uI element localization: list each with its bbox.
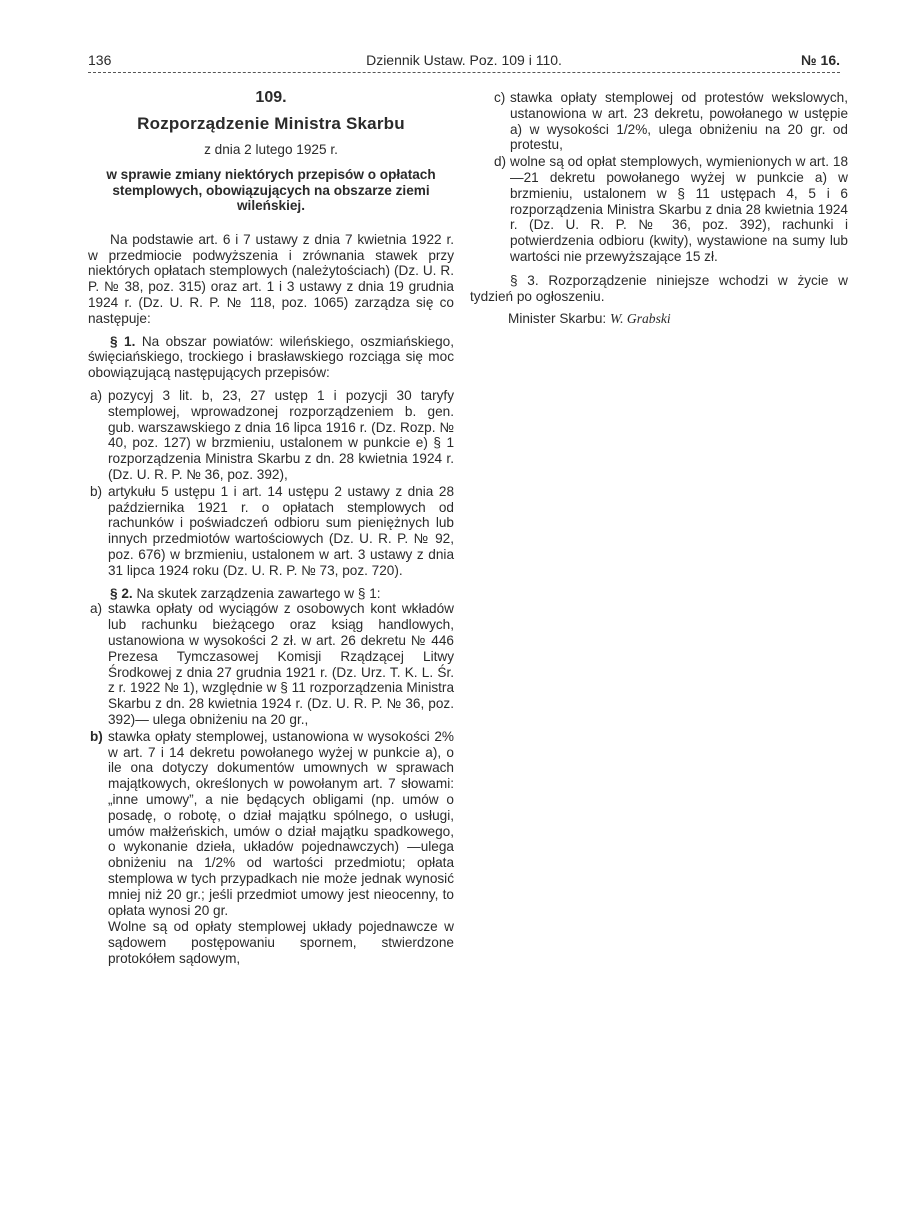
list-item-label: a): [90, 601, 103, 617]
header-divider: [88, 72, 840, 73]
section-1-text: Na obszar powiatów: wileńskiego, oszmiańskiego, święciańskiego, trockiego i brasławskiego rozciąga się moc obowiązującą następujących przepisów:: [88, 333, 454, 381]
list-item-label: d): [494, 154, 507, 170]
page-header: [88, 52, 840, 74]
list-item-text: stawka opłaty stemplowej, ustanowiona w wysokości 2% w art. 7 i 14 dekretu powołanego wyżej w punkcie a), o ile ona dotyczy dokumentów umownych w sprawach majątkowych, określonych w powołanym art. 7 słowami: „inne umowy”, a nie będących obligami (np. umów o posadę, o robotę, o dział majątku spólnego, o usługi, umów małżeńskich, umów o dział majątku spadkowego, o wykonanie dzieła, układów pojednawczych) —ulega obniżeniu na 1/2% od wartości przedmiotu; opłata stemplowa w tych przypadkach nie może jednak wynosić mniej niż 20 gr.; jeśli przedmiot umowy jest nieocenny, to opłata wynosi 20 gr.: [108, 728, 454, 918]
act-number: 109.: [255, 89, 287, 106]
list-item-label: b): [90, 483, 103, 499]
list-item: [88, 388, 454, 483]
list-item: [88, 729, 454, 919]
act-subject: w sprawie zmiany niektórych przepisów o opłatach stemplowych, obowiązujących na obszarze ziemi wileńskiej.: [106, 167, 436, 214]
list-item: [470, 90, 848, 153]
signature-name: W. Grabski: [610, 311, 671, 327]
act-title: Rozporządzenie Ministra Skarbu: [137, 113, 405, 133]
section-3-text: Rozporządzenie niniejsze wchodzi w życie w tydzień po ogłoszeniu.: [470, 272, 848, 304]
section-1: [88, 334, 454, 381]
list-item: [88, 601, 454, 727]
section-2-text: Na skutek zarządzenia zawartego w § 1:: [136, 585, 381, 601]
list-item: [470, 154, 848, 265]
intro-paragraph: Na podstawie art. 6 i 7 ustawy z dnia 7 kwietnia 1922 r. w przedmiocie podwyższenia i zrównania stawek przy niektórych opłatach stemplowych (należytościach) (Dz. U. R. P. № 38, poz. 315) oraz art. 1 i 3 ustawy z dnia 19 grudnia 1924 r. (Dz. U. R. P. № 118, poz. 1065) zarządza się co następuje:: [88, 231, 454, 326]
list-item-text: stawka opłaty od wyciągów z osobowych kont wkładów lub rachunku bieżącego oraz ksiąg handlowych, ustanowiona w wysokości 2 zł. w art. 26 dekretu № 446 Prezesa Tymczasowej Komisji Rządzącej Litwy Środkowej z dnia 27 grudnia 1921 r. (Dz. Urz. T. K. L. Śr. z r. 1922 № 1), względnie w § 11 rozporządzenia Ministra Skarbu z dn. 28 kwietnia 1924 r. (Dz. U. R. P. № 36, poz. 392)— ulega obniżeniu na 20 gr.,: [108, 601, 454, 727]
signature: [470, 311, 848, 327]
list-item-text: artykułu 5 ustępu 1 i art. 14 ustępu 2 ustawy z dnia 28 października 1921 r. o opłatach stemplowych od rachunków i poświadczeń odbioru sum pieniężnych lub innych przedmiotów wartościowych (Dz. U. R. P. № 92, poz. 676) w brzmieniu, ustalonem w art. 3 ustawy z dnia 31 lipca 1924 roku (Dz. U. R. P. № 73, poz. 720).: [108, 483, 454, 578]
left-column: [88, 90, 454, 967]
section-2-note: Wolne są od opłaty stemplowej układy pojednawcze w sądowem postępowaniu spornem, stwierdzone protokółem sądowym,: [108, 919, 454, 966]
issue-number: № 16.: [801, 52, 840, 68]
list-item-text: wolne są od opłat stemplowych, wymienionych w art. 18—21 dekretu powołanego wyżej w punkcie a) w brzmieniu, ustalonem w § 11 ustępach 4, 5 i 6 rozporządzenia Ministra Skarbu z dnia 28 kwietnia 1924 r. (Dz. U. R. P. № 36, poz. 392), rachunki i potwierdzenia odbioru (kwity), wystawione na sumy lub wartości nie przewyższające 15 zł.: [510, 154, 848, 264]
list-item-text: stawka opłaty stemplowej od protestów wekslowych, ustanowiona w art. 23 dekretu, powołanego w ustępie a) w wysokości 1/2%, ulega obniżeniu na 20 gr. od protestu,: [510, 90, 848, 153]
act-date: z dnia 2 lutego 1925 r.: [204, 141, 338, 157]
page-number: 136: [88, 52, 112, 68]
list-item: [88, 484, 454, 579]
section-2: [88, 586, 454, 602]
section-2-label: § 2.: [110, 585, 133, 601]
signature-role: Minister Skarbu:: [508, 311, 607, 327]
section-3: [470, 273, 848, 305]
list-item-label: a): [90, 388, 103, 404]
list-item-text: pozycyj 3 lit. b, 23, 27 ustęp 1 i pozycji 30 taryfy stemplowej, wprowadzonej rozporządzeniem b. gen. gub. warszawskiego z dnia 16 lipca 1916 r. (Dz. Rozp. № 40, poz. 127) w brzmieniu, ustalonem w punkcie e) § 1 rozporządzenia Ministra Skarbu z dn. 28 kwietnia 1924 r. (Dz. U. R. P. № 36, poz. 392),: [108, 388, 454, 483]
list-item-label: b): [90, 728, 103, 744]
right-column: [470, 90, 848, 327]
list-item-label: c): [494, 90, 506, 105]
section-3-label: § 3.: [510, 272, 539, 288]
section-1-label: § 1.: [110, 333, 136, 349]
journal-title: Dziennik Ustaw. Poz. 109 i 110.: [366, 52, 562, 68]
